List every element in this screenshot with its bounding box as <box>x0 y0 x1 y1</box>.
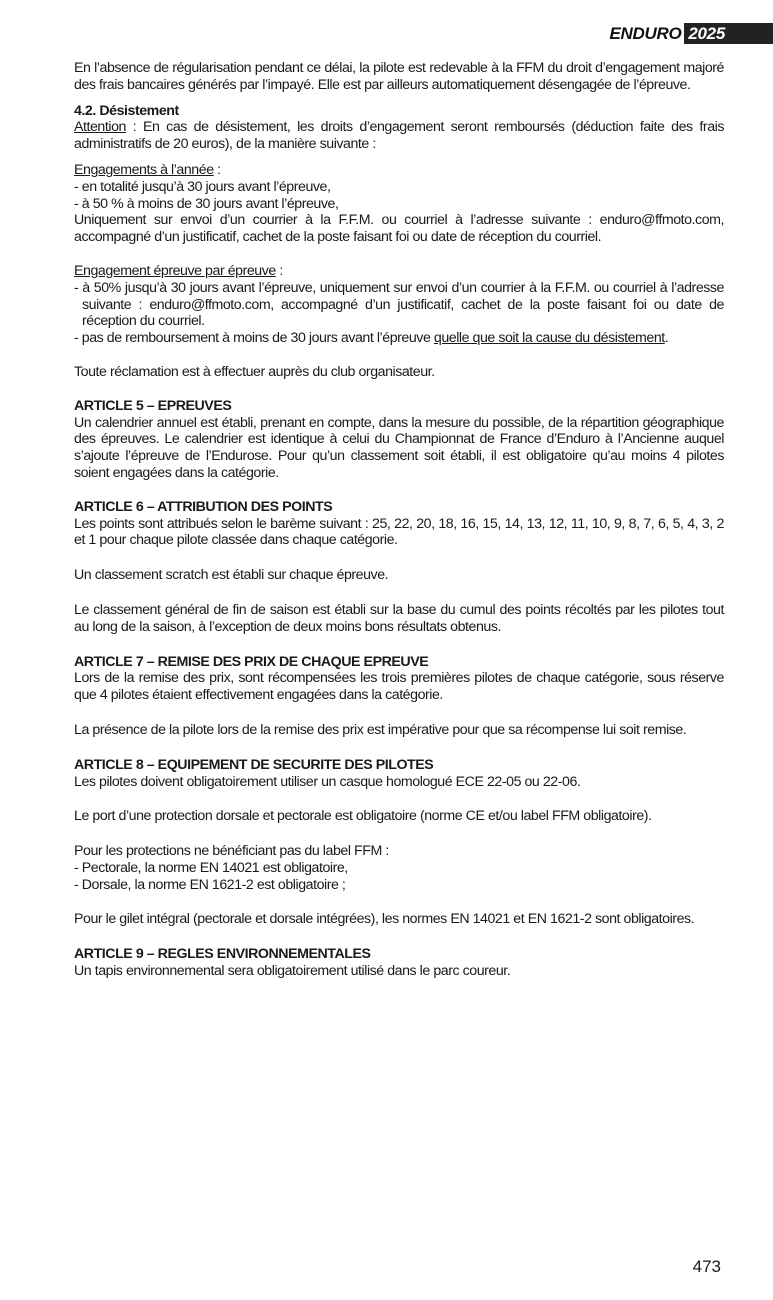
header-year: 2025 <box>684 23 773 44</box>
annual-suffix: : <box>213 161 221 178</box>
article-8-paragraph: Pour le gilet intégral (pectorale et dorsale intégrées), les normes EN 14021 et EN 1621-2 sont obligatoires. <box>74 911 695 928</box>
article-7-title: ARTICLE 7 – REMISE DES PRIX DE CHAQUE EPREUVE <box>74 653 429 670</box>
annual-heading <box>74 162 724 179</box>
article-8-paragraph: Le port d’une protection dorsale et pectorale est obligatoire (norme CE et/ou label FFM obligatoire). <box>74 808 652 825</box>
article-8-paragraph: Pour les protections ne bénéficiant pas du label FFM : <box>74 843 389 860</box>
attention-paragraph <box>74 119 724 153</box>
list-item-underlined: quelle que soit la cause du désistement <box>433 330 665 347</box>
per-event-label: Engagement épreuve par épreuve <box>74 262 276 279</box>
article-8-paragraph: Les pilotes doivent obligatoirement utiliser un casque homologué ECE 22-05 ou 22-06. <box>74 773 581 790</box>
list-item <box>74 330 724 347</box>
per-event-heading <box>74 263 724 280</box>
section-title-desistement: 4.2. Désistement <box>74 102 179 119</box>
article-5-title: ARTICLE 5 – EPREUVES <box>74 397 232 414</box>
article-7-paragraph: La présence de la pilote lors de la remise des prix est impérative pour que sa récompense lui soit remise. <box>74 721 687 738</box>
article-6-paragraph: Les points sont attribués selon le barème suivant : 25, 22, 20, 18, 16, 15, 14, 13, 12, 11, 10, 9, 8, 7, 6, 5, 4, 3, 2 et 1 pour chaque pilote classée dans chaque catégorie. <box>74 515 724 549</box>
attention-text: : En cas de désistement, les droits d’engagement seront remboursés (déduction faite des frais administratifs de 20 euros), de la manière suivante : <box>74 119 724 153</box>
article-8-title: ARTICLE 8 – EQUIPEMENT DE SECURITE DES PILOTES <box>74 756 434 773</box>
intro-paragraph: En l’absence de régularisation pendant ce délai, la pilote est redevable à la FFM du droit d’engagement majoré des frais bancaires générés par l’impayé. Elle est par ailleurs automatiquement désengagée de l’épreuve. <box>74 60 724 93</box>
article-6-paragraph: Un classement scratch est établi sur chaque épreuve. <box>74 567 389 584</box>
reclamation-text: Toute réclamation est à effectuer auprès du club organisateur. <box>74 363 435 380</box>
list-item: - en totalité jusqu’à 30 jours avant l’épreuve, <box>74 178 331 195</box>
article-5-text: Un calendrier annuel est établi, prenant en compte, dans la mesure du possible, de la répartition géographique des épreuves. Le calendrier est identique à celui du Championnat de France d’Enduro à l’Ancienne auquel s’ajoute l’épreuve de l’Endurose. Pour qu’un classement soit établi, il est obligatoire qu’au moins 4 pilotes soient engagées dans la catégorie. <box>74 414 724 481</box>
article-9-text: Un tapis environnemental sera obligatoirement utilisé dans le parc coureur. <box>74 963 511 980</box>
article-9-title: ARTICLE 9 – REGLES ENVIRONNEMENTALES <box>74 946 371 963</box>
article-6-title: ARTICLE 6 – ATTRIBUTION DES POINTS <box>74 498 333 515</box>
attention-label: Attention <box>74 119 126 136</box>
document-body <box>74 60 724 980</box>
list-item: - Dorsale, la norme EN 1621-2 est obligatoire ; <box>74 876 346 893</box>
page-header <box>610 23 773 44</box>
list-item: - à 50 % à moins de 30 jours avant l’épreuve, <box>74 195 339 212</box>
page-number: 473 <box>692 1257 721 1276</box>
annual-note: Uniquement sur envoi d’un courrier à la F.F.M. ou courriel à l’adresse suivante : enduro@ffmoto.com, accompagné d’un justificatif, cachet de la poste faisant foi ou date de réception du courriel. <box>74 212 724 246</box>
annual-label: Engagements à l’année <box>74 161 214 178</box>
list-item-end: . <box>664 330 669 347</box>
list-item: - à 50% jusqu’à 30 jours avant l’épreuve, uniquement sur envoi d’un courrier à la F.F.M. ou courriel à l’adresse suivante : enduro@ffmoto.com, accompagné d’un justificatif, cachet de la poste faisant foi ou date de réception du courriel. <box>74 279 724 330</box>
article-6-paragraph: Le classement général de fin de saison est établi sur la base du cumul des points récoltés par les pilotes tout au long de la saison, à l’exception de deux moins bons résultats obtenus. <box>74 601 724 635</box>
per-event-suffix: : <box>275 262 283 279</box>
header-brand: ENDURO <box>609 24 682 43</box>
list-item-text: - pas de remboursement à moins de 30 jours avant l’épreuve <box>74 330 434 347</box>
list-item: - Pectorale, la norme EN 14021 est obligatoire, <box>74 859 348 876</box>
article-7-paragraph: Lors de la remise des prix, sont récompensées les trois premières pilotes de chaque catégorie, sous réserve que 4 pilotes étaient effectivement engagées dans la catégorie. <box>74 670 724 704</box>
